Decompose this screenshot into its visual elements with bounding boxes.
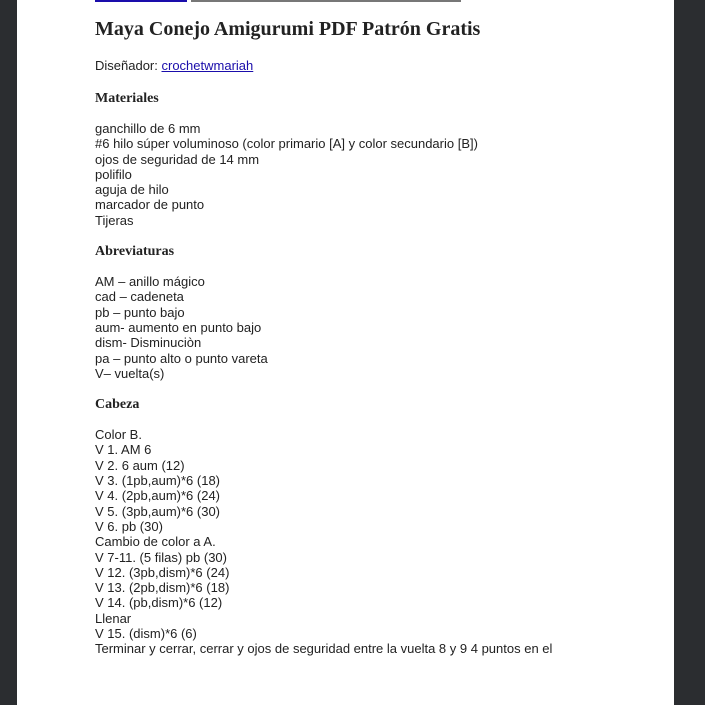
list-item: AM – anillo mágico xyxy=(95,274,205,290)
list-item: pb – punto bajo xyxy=(95,304,185,320)
list-item: V 15. (dism)*6 (6) xyxy=(95,626,197,642)
list-item: V 4. (2pb,aum)*6 (24) xyxy=(95,488,221,504)
abbreviations-list xyxy=(95,274,655,381)
head-pattern-list xyxy=(95,427,655,656)
designer-line xyxy=(95,58,655,74)
list-item: V– vuelta(s) xyxy=(95,365,165,381)
materials-list xyxy=(95,121,655,228)
designer-link[interactable]: crochetwmariah xyxy=(161,58,254,73)
list-item: V 6. pb (30) xyxy=(95,518,163,534)
list-item: polifilo xyxy=(95,166,132,182)
list-item: pa – punto alto o punto vareta xyxy=(95,350,268,366)
list-item: Cambio de color a A. xyxy=(95,534,216,550)
list-item: ganchillo de 6 mm xyxy=(95,121,201,136)
list-item: dism- Disminuciòn xyxy=(95,335,202,351)
list-item: V 7-11. (5 filas) pb (30) xyxy=(95,549,227,565)
head-section-heading: Cabeza xyxy=(95,397,140,413)
abbreviations-heading: Abreviaturas xyxy=(95,244,175,260)
list-item: Terminar y cerrar, cerrar y ojos de seguridad entre la vuelta 8 y 9 4 puntos en el xyxy=(95,641,553,657)
list-item: #6 hilo súper voluminoso (color primario [A] y color secundario [B]) xyxy=(95,136,478,152)
list-item: V 2. 6 aum (12) xyxy=(95,457,185,473)
list-item: V 1. AM 6 xyxy=(95,442,152,458)
list-item: Llenar xyxy=(95,610,132,626)
list-item: Color B. xyxy=(95,427,142,443)
designer-label: Diseñador: xyxy=(95,58,158,73)
cut-off-link xyxy=(95,0,187,2)
previous-line-fragment xyxy=(95,0,465,3)
document-content xyxy=(95,16,655,672)
document-page xyxy=(17,0,674,705)
list-item: V 13. (2pb,dism)*6 (18) xyxy=(95,580,230,596)
list-item: V 12. (3pb,dism)*6 (24) xyxy=(95,564,230,580)
list-item: Tijeras xyxy=(95,212,134,228)
list-item: aguja de hilo xyxy=(95,182,169,198)
list-item: V 5. (3pb,aum)*6 (30) xyxy=(95,503,221,519)
list-item: ojos de seguridad de 14 mm xyxy=(95,151,260,167)
materials-heading: Materiales xyxy=(95,91,159,106)
list-item: cad – cadeneta xyxy=(95,289,184,305)
list-item: aum- aumento en punto bajo xyxy=(95,319,262,335)
list-item: V 3. (1pb,aum)*6 (18) xyxy=(95,473,221,489)
list-item: marcador de punto xyxy=(95,197,205,213)
list-item: V 14. (pb,dism)*6 (12) xyxy=(95,595,223,611)
page-title: Maya Conejo Amigurumi PDF Patrón Gratis xyxy=(95,18,481,40)
cut-off-text xyxy=(191,0,461,2)
